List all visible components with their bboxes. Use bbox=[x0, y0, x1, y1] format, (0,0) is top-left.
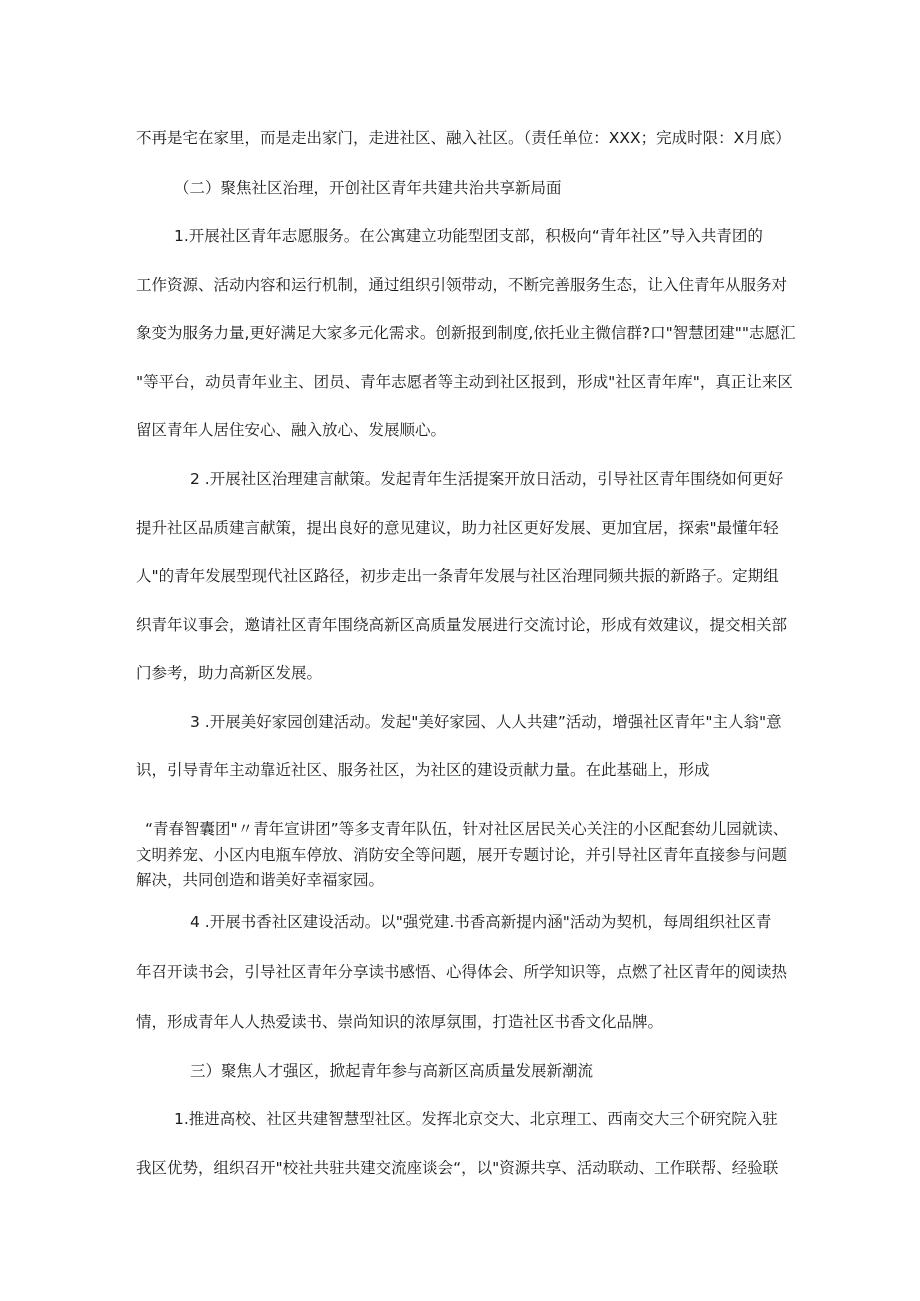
text-line: 识，引导青年主动靠近社区、服务社区，为社区的建设贡献力量。在此基础上，形成 bbox=[136, 761, 710, 779]
section-heading: （二）聚焦社区治理，开创社区青年共建共治共享新局面 bbox=[174, 179, 562, 197]
text-line: 人"的青年发展型现代社区路径，初步走出一条青年发展与社区治理同频共振的新路子。定期组 bbox=[136, 567, 779, 585]
text-line: 文明养宠、小区内电瓶车停放、消防安全等问题，展开专题讨论，并引导社区青年直接参与问题 bbox=[136, 846, 788, 864]
text-line: 情，形成青年人人热爱读书、崇尚知识的浓厚氛围，打造社区书香文化品牌。 bbox=[136, 1013, 664, 1031]
text-line: 不再是宅在家里，而是走出家门，走进社区、融入社区。（责任单位：XXX；完成时限：X月底） bbox=[136, 129, 791, 147]
text-line: 年召开读书会，引导社区青年分享读书感悟、心得体会、所学知识等，点燃了社区青年的阅读热 bbox=[136, 963, 788, 981]
text-line: "等平台，动员青年业主、团员、青年志愿者等主动到社区报到，形成"社区青年库"，真正让来区 bbox=[136, 373, 793, 391]
text-line: 3 .开展美好家园创建活动。发起"美好家园、人人共建”活动，增强社区青年"主人翁"意 bbox=[190, 713, 782, 731]
text-line: 解决，共同创造和谐美好幸福家园。 bbox=[136, 871, 385, 889]
text-line: 织青年议事会，邀请社区青年围绕高新区高质量发展进行交流讨论，形成有效建议，提交相关部 bbox=[136, 616, 788, 634]
text-line: “青春智囊团"〃青年宣讲团”等多支青年队伍，针对社区居民关心关注的小区配套幼儿园就读、 bbox=[145, 820, 789, 838]
text-line: 1.推进高校、社区共建智慧型社区。发挥北京交大、北京理工、西南交大三个研究院入驻 bbox=[174, 1110, 778, 1128]
text-line: 1.开展社区青年志愿服务。在公寓建立功能型团支部，积极向“青年社区”导入共青团的 bbox=[174, 227, 763, 245]
text-line: 提升社区品质建言献策，提出良好的意见建议，助力社区更好发展、更加宜居，探索"最懂年轻 bbox=[136, 519, 779, 537]
text-line: 工作资源、活动内容和运行机制，通过组织引领带动，不断完善服务生态，让入住青年从服务对 bbox=[136, 276, 788, 294]
text-line: 我区优势，组织召开"校社共驻共建交流座谈会“，以"资源共享、活动联动、工作联帮、经验联 bbox=[136, 1159, 779, 1177]
text-line: 留区青年人居住安心、融入放心、发展顺心。 bbox=[136, 421, 447, 439]
section-heading: 三）聚焦人才强区，掀起青年参与高新区高质量发展新潮流 bbox=[190, 1062, 594, 1080]
text-line: 4 .开展书香社区建设活动。以"强党建.书香高新提内涵"活动为契机，每周组织社区青 bbox=[190, 913, 772, 931]
text-line: 象变为服务力量,更好满足大家多元化需求。创新报到制度,依托业主微信群?口"智慧团建""志愿汇 bbox=[136, 324, 796, 342]
text-line: 2 .开展社区治理建言献策。发起青年生活提案开放日活动，引导社区青年围绕如何更好 bbox=[190, 470, 784, 488]
text-line: 门参考，助力高新区发展。 bbox=[136, 664, 323, 682]
